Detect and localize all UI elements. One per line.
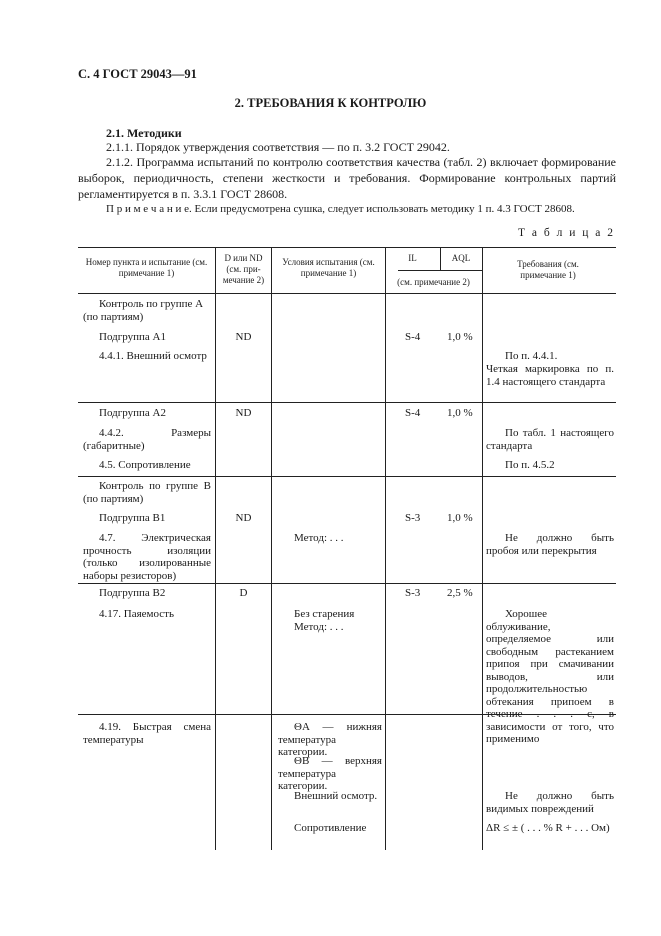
test-4-7: 4.7. Электрическая прочность изоляции (только изолированные наборы резисторов) — [83, 532, 211, 582]
req-resistance: ΔR ≤ ± ( . . . % R + . . . Ом) — [486, 822, 610, 834]
header-requirements: Требования (см. примечание 1) — [517, 259, 579, 280]
group-a-title: Контроль по группе А (по партиям) — [83, 298, 204, 323]
a2-aql: 1,0 % — [447, 407, 473, 419]
subgroup-a1: Подгруппа А1 — [99, 331, 166, 343]
test-4-4-1: 4.4.1. Внешний осмотр — [99, 350, 207, 362]
a1-aql: 1,0 % — [447, 331, 473, 343]
subgroup-a2: Подгруппа А2 — [99, 407, 166, 419]
a2-il: S-4 — [405, 407, 421, 419]
req-4-7: Не должно быть пробоя или перекрытия — [486, 532, 614, 557]
header-il: IL — [408, 253, 417, 263]
cond-theta-b: ΘB — верхняя температура категории. — [278, 755, 382, 792]
req-visual: Не должно быть видимых повреждений — [486, 790, 614, 815]
header-item: Номер пункта и испытание (см. примечание 1) — [85, 257, 208, 278]
req-4-4-1-b: Четкая маркировка по п. 1.4 настоящего стандарта — [486, 363, 614, 388]
b1-dnd: ND — [235, 512, 252, 524]
req-4-17: Хорошее облуживание, определяемое или свободным растеканием припоя при смачивании выводов, или продолжительностью обтекания припоем в течение . . . с, в зависимости от того, что применимо — [486, 608, 614, 745]
table-caption: Т а б л и ц а 2 — [517, 227, 615, 239]
req-4-5: По п. 4.5.2 — [505, 459, 555, 471]
b2-aql: 2,5 % — [447, 587, 473, 599]
test-4-5: 4.5. Сопротивление — [99, 459, 191, 471]
note-text: Если предусмотрена сушка, следует использовать методику 1 п. 4.3 ГОСТ 28608. — [194, 203, 575, 215]
subgroup-b1: Подгруппа В1 — [99, 512, 166, 524]
a1-il: S-4 — [405, 331, 421, 343]
req-4-4-1-a: По п. 4.4.1. — [505, 350, 558, 362]
test-4-17: 4.17. Паяемость — [99, 608, 174, 620]
paragraph-2-1-1: 2.1.1. Порядок утверждения соответствия — по п. 3.2 ГОСТ 29042. — [106, 140, 450, 154]
paragraph-2-1-2: 2.1.2. Программа испытаний по контролю соответствия качества (табл. 2) включает формирование выборок, периодичность, степени жесткости и требования. Формирование контрольных партий регламентируется в п. 3.3.1 ГОСТ 28608. — [78, 155, 616, 201]
section-title: 2. ТРЕБОВАНИЯ К КОНТРОЛЮ — [234, 96, 427, 110]
cond-theta-a: ΘA — нижняя температура категории. — [278, 721, 382, 758]
page-header: С. 4 ГОСТ 29043—91 — [78, 67, 197, 81]
req-4-4-2: По табл. 1 настоящего стандарта — [486, 427, 614, 452]
header-il-aql-note: (см. примечание 2) — [397, 277, 470, 287]
test-4-19: 4.19. Быстрая смена температуры — [83, 721, 211, 746]
subgroup-b2: Подгруппа В2 — [99, 587, 166, 599]
a1-dnd: ND — [235, 331, 252, 343]
table-2 — [78, 247, 616, 850]
note-label: П р и м е ч а н и е. — [106, 203, 192, 215]
b1-aql: 1,0 % — [447, 512, 473, 524]
subsection-title: 2.1. Методики — [106, 126, 182, 140]
test-4-4-2: 4.4.2. Размеры (габаритные) — [83, 427, 211, 452]
header-aql: AQL — [451, 253, 471, 263]
b2-il: S-3 — [405, 587, 421, 599]
cond-4-17: Без старения Метод: . . . — [294, 608, 355, 633]
b2-dnd: D — [239, 587, 248, 599]
header-conditions: Условия испытания (см. примечание 1) — [282, 257, 375, 278]
a2-dnd: ND — [235, 407, 252, 419]
group-b-title: Контроль по группе В (по партиям) — [83, 480, 211, 505]
note — [106, 203, 575, 215]
cond-resistance: Сопротивление — [294, 822, 367, 834]
cond-4-7: Метод: . . . — [294, 532, 344, 544]
header-d-nd: D или ND (см. при-мечание 2) — [222, 253, 265, 285]
cond-visual: Внешний осмотр. — [294, 790, 378, 802]
b1-il: S-3 — [405, 512, 421, 524]
